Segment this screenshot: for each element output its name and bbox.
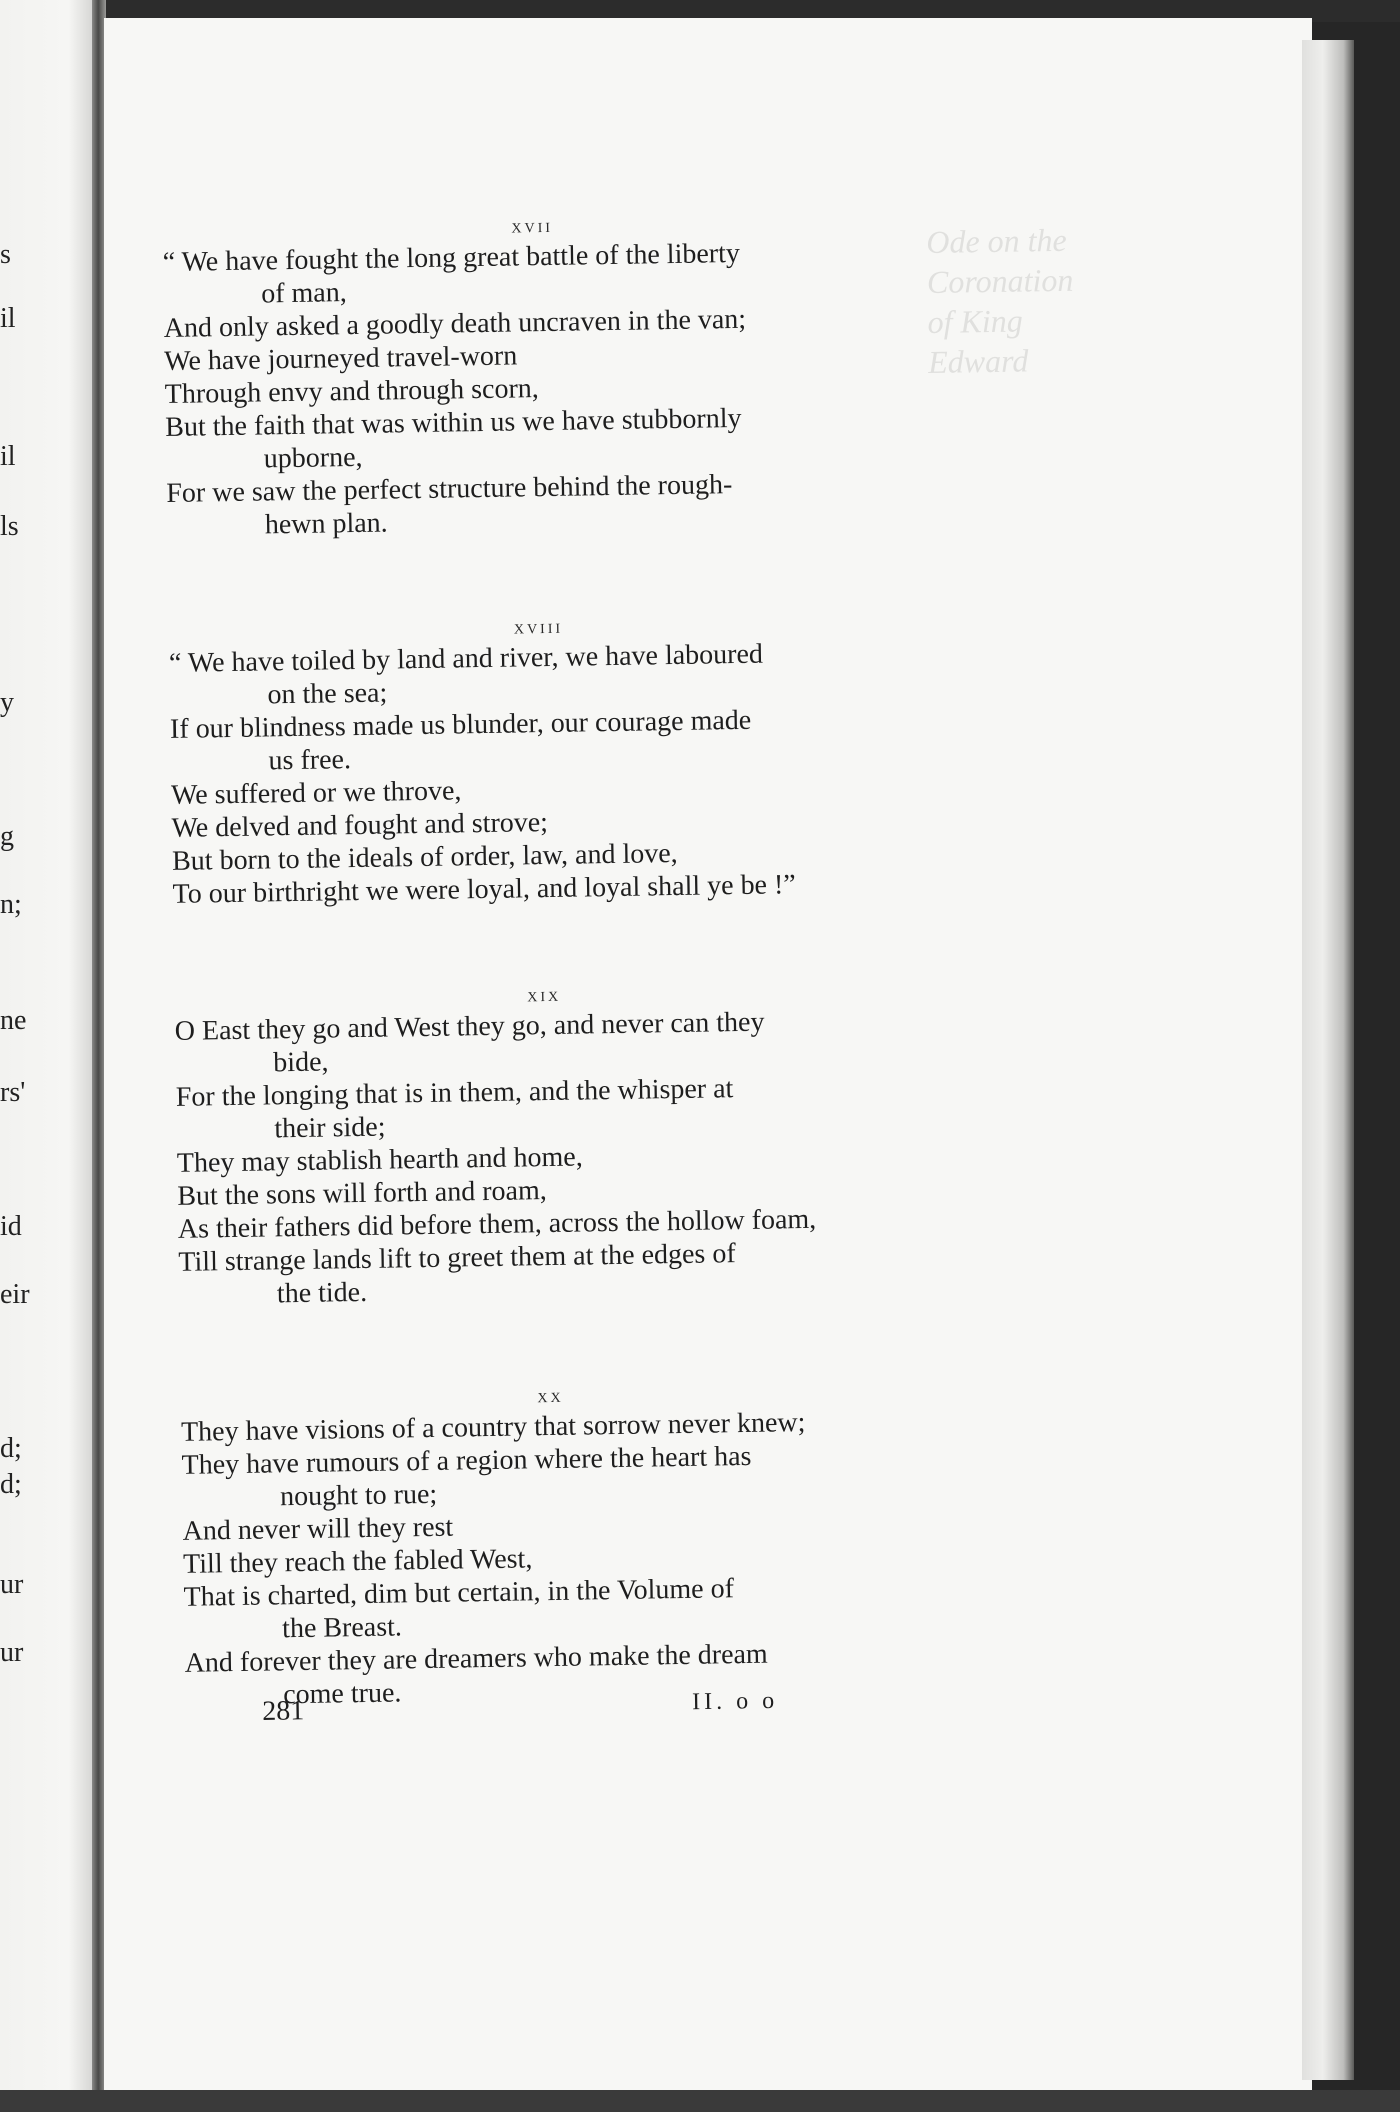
- poem-line: Till strange lands lift to greet them at the edges of: [178, 1238, 736, 1278]
- poem-line-continuation: come true.: [282, 1677, 402, 1711]
- page-edge-shadow: [1302, 40, 1354, 2080]
- left-page-fragment: ne: [0, 1005, 27, 1036]
- poem-line: But the sons will forth and roam,: [177, 1175, 547, 1212]
- poem-line-continuation: nought to rue;: [279, 1478, 438, 1513]
- poem-line: If our blindness made us blunder, our courage made: [169, 704, 752, 745]
- stanza: [168, 607, 912, 911]
- poem-line: And only asked a goodly death uncraven in the van;: [163, 303, 747, 344]
- scan-bottom-border: [0, 2090, 1400, 2112]
- stanza-numeral: xvii: [511, 214, 554, 238]
- left-page-fragment: ls: [0, 511, 19, 542]
- poem-line: Till they reach the fabled West,: [182, 1543, 533, 1580]
- poem-line-continuation: the tide.: [276, 1276, 368, 1310]
- poem-line: But born to the ideals of order, law, and love,: [171, 837, 678, 877]
- sidenote-line: Coronation: [926, 261, 1074, 300]
- sidenote-line: Edward: [927, 342, 1029, 380]
- stanza-numeral: xviii: [513, 615, 564, 639]
- sidenote-line: Ode on the: [926, 221, 1067, 260]
- stanza: [174, 975, 919, 1312]
- sidenote-line: of King: [927, 302, 1023, 340]
- left-page-fragment: eir: [0, 1279, 30, 1310]
- poem-line: But the faith that was within us we have stubbornly: [165, 402, 742, 443]
- poem-line-continuation: their side;: [274, 1111, 386, 1145]
- left-page-fragment: n;: [0, 889, 22, 920]
- poem-line-continuation: bide,: [273, 1046, 329, 1079]
- poem-line: And forever they are dreamers who make the dream: [184, 1638, 768, 1679]
- left-page-fragment: g: [0, 821, 14, 852]
- poem-line: For we saw the perfect structure behind the rough-: [166, 469, 733, 509]
- stanza: [162, 206, 907, 543]
- poem-line: We delved and fought and strove;: [171, 807, 549, 844]
- left-page-fragment: d;: [0, 1469, 22, 1500]
- signature-mark: II. o o: [691, 1687, 779, 1716]
- left-page-fragment: s: [0, 239, 11, 270]
- poem-line: We have journeyed travel-worn: [164, 340, 518, 377]
- poem-line: As their fathers did before them, across the hollow foam,: [177, 1203, 817, 1245]
- left-page-fragment: il: [0, 303, 16, 334]
- poem-line-continuation: us free.: [268, 744, 352, 777]
- poem-line: “ We have fought the long great battle of the liberty: [162, 237, 741, 278]
- poem-line: That is charted, dim but certain, in the Volume of: [183, 1573, 735, 1613]
- poem-line: They may stablish hearth and home,: [176, 1141, 583, 1179]
- poem-line-continuation: on the sea;: [267, 677, 388, 711]
- left-page-fragment: il: [0, 441, 16, 472]
- stanza-numeral: xix: [527, 983, 562, 1007]
- left-page-fragment: rs': [0, 1077, 26, 1108]
- margin-sidenote: [926, 219, 1128, 382]
- left-page-fragment: d;: [0, 1433, 22, 1464]
- poem-line: For the longing that is in them, and the whisper at: [175, 1073, 734, 1113]
- stanza-numeral: xx: [537, 1384, 564, 1408]
- poem-line: They have rumours of a region where the heart has: [181, 1440, 752, 1481]
- previous-page-edge: [0, 0, 98, 2112]
- page-number: 281: [262, 1695, 305, 1727]
- poem-line-continuation: the Breast.: [281, 1611, 403, 1645]
- left-page-fragment: ur: [0, 1637, 24, 1668]
- poem-body: [162, 206, 927, 1788]
- poem-line: O East they go and West they go, and never can they: [174, 1006, 765, 1047]
- poem-line: And never will they rest: [182, 1511, 454, 1547]
- poem-line-continuation: hewn plan.: [264, 507, 388, 541]
- poem-line: Through envy and through scorn,: [164, 373, 540, 410]
- poem-line: To our birthright we were loyal, and loyal shall ye be !”: [172, 869, 796, 910]
- poem-line-continuation: upborne,: [263, 441, 363, 475]
- poem-line: We suffered or we throve,: [170, 775, 462, 811]
- stanza: [180, 1376, 925, 1713]
- poem-line: “ We have toiled by land and river, we have laboured: [168, 638, 764, 679]
- poem-line: They have visions of a country that sorrow never knew;: [180, 1407, 806, 1448]
- left-page-fragment: ur: [0, 1569, 24, 1600]
- poem-line-continuation: of man,: [260, 277, 347, 310]
- left-page-fragment: id: [0, 1211, 22, 1242]
- left-page-fragment: y: [0, 687, 14, 718]
